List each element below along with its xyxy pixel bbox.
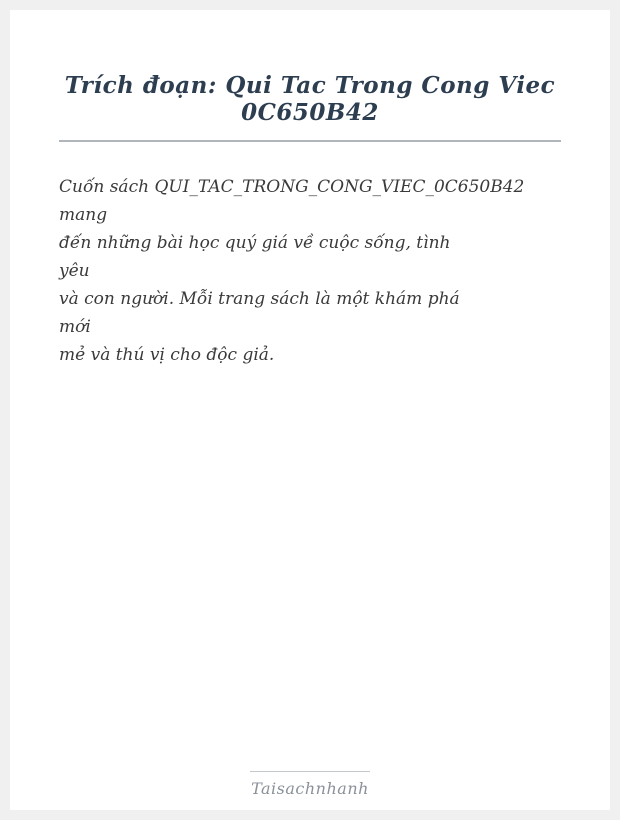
footer-brand: Taisachnhanh [251, 779, 369, 798]
excerpt-line: và con người. Mỗi trang sách là một khám phá [59, 289, 460, 309]
footer-divider [250, 771, 370, 772]
excerpt-line: đến những bài học quý giá về cuộc sống, tình [59, 233, 451, 253]
excerpt-line: yêu [59, 261, 90, 281]
excerpt-line: Cuốn sách QUI_TAC_TRONG_CONG_VIEC_0C650B42 [59, 177, 525, 197]
page-footer [10, 771, 610, 798]
document-page [10, 10, 610, 810]
excerpt-line: mới [59, 317, 91, 337]
excerpt-paragraph [59, 173, 561, 369]
excerpt-line: mang [59, 205, 108, 225]
page-title: Trích đoạn: Qui Tac Trong Cong Viec 0C650B42 [64, 72, 556, 126]
excerpt-line: mẻ và thú vị cho độc giả. [59, 345, 275, 365]
title-divider [59, 140, 561, 142]
